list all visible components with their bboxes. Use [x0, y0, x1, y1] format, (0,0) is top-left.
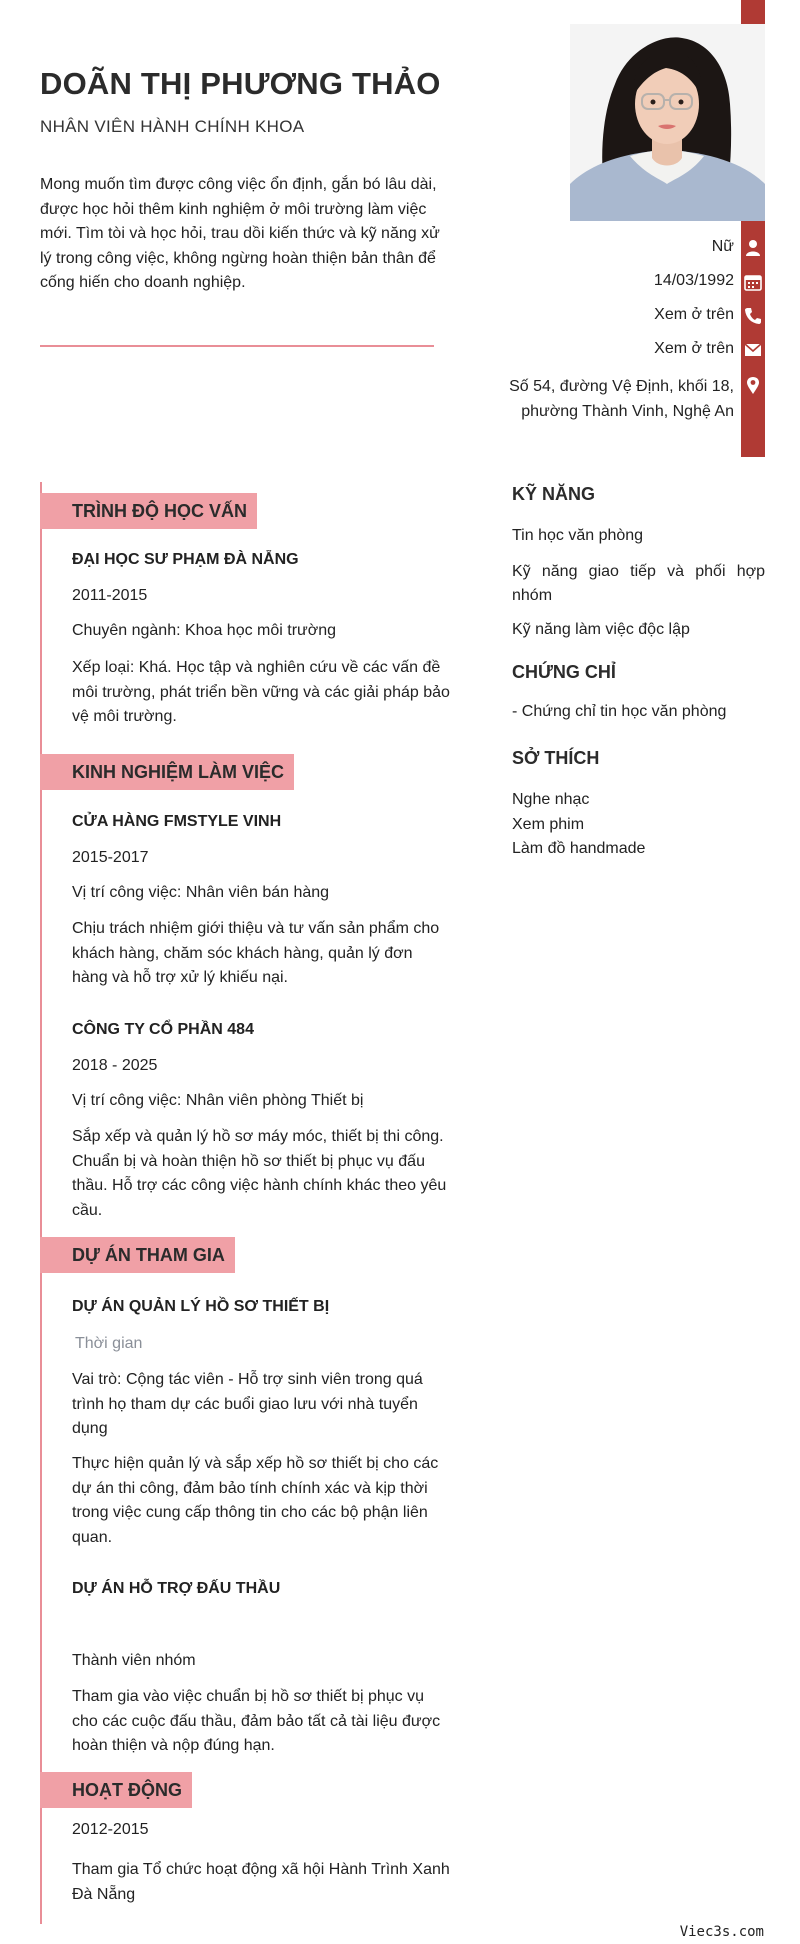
project-name: DỰ ÁN QUẢN LÝ HỒ SƠ THIẾT BỊ — [72, 1298, 330, 1315]
project-description: Thực hiện quản lý và sắp xếp hồ sơ thiết bị cho các dự án thi công, đảm bảo tính chính xác và kịp thời trong việc cung cấp thông tin cho các bộ phận liên quan. — [72, 1455, 439, 1546]
education-heading: TRÌNH ĐỘ HỌC VẤN — [40, 493, 257, 529]
job-description: Chịu trách nhiệm giới thiệu và tư vấn sản phẩm cho khách hàng, chăm sóc khách hàng, quản lý đơn hàng và hỗ trợ xử lý khiếu nại. — [72, 920, 440, 987]
gender-value: Nữ — [711, 238, 734, 255]
email-value: Xem ở trên — [654, 340, 734, 357]
project-role: Thành viên nhóm — [72, 1652, 196, 1669]
projects-heading: DỰ ÁN THAM GIA — [40, 1237, 235, 1273]
job-company: CÔNG TY CỔ PHẦN 484 — [72, 1021, 254, 1038]
person-icon — [741, 236, 765, 260]
project-role: Vai trò: Cộng tác viên - Hỗ trợ sinh viên trong quá trình họ tham dự các buổi giao lưu với nhà tuyển dụng — [72, 1371, 423, 1438]
certificate-item: - Chứng chỉ tin học văn phòng — [512, 703, 727, 720]
address-value: Số 54, đường Vệ Định, khối 18, phường Thành Vinh, Nghệ An — [509, 378, 734, 420]
calendar-icon — [741, 270, 765, 294]
header-divider — [40, 345, 434, 347]
job-position: Vị trí công việc: Nhân viên phòng Thiết bị — [72, 1092, 364, 1109]
education-description: Xếp loại: Khá. Học tập và nghiên cứu về các vấn đề môi trường, phát triển bền vững và các giải pháp bảo vệ môi trường. — [72, 659, 450, 726]
hobby-item: Làm đồ handmade — [512, 840, 646, 857]
project-time-placeholder: Thời gian — [75, 1335, 143, 1352]
activities-heading: HOẠT ĐỘNG — [40, 1772, 192, 1808]
activity-description: Tham gia Tổ chức hoạt động xã hội Hành Trình Xanh Đà Nẵng — [72, 1861, 450, 1903]
mail-icon — [741, 338, 765, 362]
skill-item: Kỹ năng làm việc độc lập — [512, 621, 690, 638]
activity-period: 2012-2015 — [72, 1821, 149, 1838]
job-period: 2018 - 2025 — [72, 1057, 158, 1074]
skill-item: Kỹ năng giao tiếp và phối hợp nhóm — [512, 563, 765, 604]
job-position: Vị trí công việc: Nhân viên bán hàng — [72, 884, 330, 901]
top-accent-block — [741, 0, 765, 24]
experience-heading: KINH NGHIỆM LÀM VIỆC — [40, 754, 294, 790]
job-company: CỬA HÀNG FMSTYLE VINH — [72, 813, 282, 830]
hobbies-heading: SỞ THÍCH — [512, 748, 600, 768]
job-description: Sắp xếp và quản lý hồ sơ máy móc, thiết bị thi công. Chuẩn bị và hoàn thiện hồ sơ thiết bị phục vụ đấu thầu. Hỗ trợ các công việc hành chính khác theo yêu cầu. — [72, 1128, 447, 1219]
candidate-name: DOÃN THỊ PHƯƠNG THẢO — [40, 66, 441, 101]
skill-item: Tin học văn phòng — [512, 527, 644, 544]
birthday-value: 14/03/1992 — [653, 272, 734, 289]
timeline-line — [40, 482, 42, 1924]
watermark: Viec3s.com — [679, 1924, 764, 1940]
hobby-item: Nghe nhạc — [512, 791, 590, 808]
education-period: 2011-2015 — [72, 587, 148, 604]
hobby-item: Xem phim — [512, 816, 585, 833]
job-title: NHÂN VIÊN HÀNH CHÍNH KHOA — [40, 117, 305, 136]
profile-photo — [570, 24, 765, 221]
school-name: ĐẠI HỌC SƯ PHẠM ĐÀ NẴNG — [72, 551, 299, 568]
phone-value: Xem ở trên — [654, 306, 734, 323]
phone-icon — [741, 304, 765, 328]
career-objective: Mong muốn tìm được công việc ổn định, gắn bó lâu dài, được học hỏi thêm kinh nghiệm ở môi trường làm việc mới. Tìm tòi và học hỏi, trau dồi kiến thức và kỹ năng xử lý trong công việc, không ngừng hoàn thiện bản thân để cống hiến cho doanh nghiệp. — [40, 176, 440, 292]
project-description: Tham gia vào việc chuẩn bị hồ sơ thiết bị phục vụ cho các cuộc đấu thầu, đảm bảo tất cả tài liệu được hoàn thiện và nộp đúng hạn. — [72, 1688, 441, 1755]
location-pin-icon — [741, 373, 765, 397]
skills-heading: KỸ NĂNG — [512, 484, 596, 504]
project-name: DỰ ÁN HỖ TRỢ ĐẤU THẦU — [72, 1580, 281, 1597]
job-period: 2015-2017 — [72, 849, 149, 866]
certificates-heading: CHỨNG CHỈ — [512, 662, 616, 682]
education-major: Chuyên ngành: Khoa học môi trường — [72, 622, 337, 639]
